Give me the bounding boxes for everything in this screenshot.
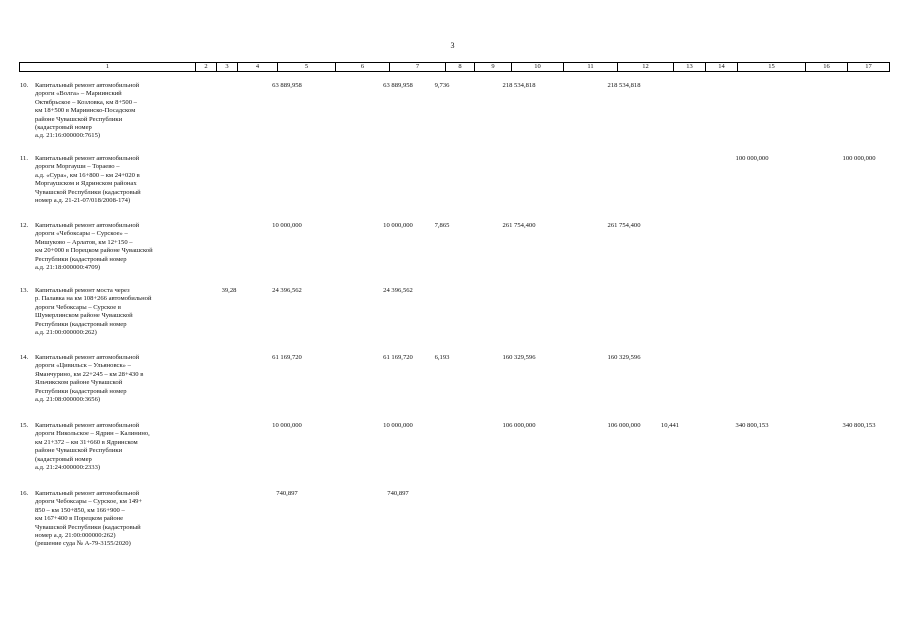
column-header: 8: [446, 63, 475, 71]
cell-col-12: 218 534,818: [607, 82, 641, 89]
column-header: 1: [20, 63, 196, 71]
cell-col-12: 106 000,000: [607, 422, 641, 429]
cell-col-7: 24 396,562: [383, 287, 413, 294]
row-number: 12.: [20, 222, 29, 229]
column-header: 13: [674, 63, 706, 71]
row-description: Капитальный ремонт автомобильной дороги Моргауши – Тораево – а.д. «Сура», км 16+800 – км 24+020 в Моргаушском и Ядринском районах Чувашской Республики (кадастровый номер а.д. 21-21-07/018/2008-174): [35, 155, 141, 205]
cell-col-10: 106 000,000: [502, 422, 536, 429]
column-header: 2: [196, 63, 217, 71]
cell-col-15: 100 000,000: [735, 155, 769, 162]
column-header: 15: [738, 63, 806, 71]
row-number: 10.: [20, 82, 29, 89]
cell-col-5: 24 396,562: [272, 287, 302, 294]
row-description: Капитальный ремонт автомобильной дороги Чебоксары – Сурское, км 149+ 850 – км 150+850, км 166+900 – км 167+400 в Порецком районе Чувашской Республики (кадастровый номер а.д. 21:00:000000:262) (решение суда № А-79-3155/2020): [35, 490, 143, 548]
column-header: 5: [278, 63, 336, 71]
row-description: Капитальный ремонт автомобильной дороги Никольское – Ядрин – Калинино, км 21+372 – км 31+660 в Ядринском районе Чувашской Республики (кадастровый номер а.д. 21:24:000000:2333): [35, 422, 150, 472]
cell-col-10: 261 754,400: [502, 222, 536, 229]
column-header: 12: [618, 63, 674, 71]
cell-col-7: 63 889,958: [383, 82, 413, 89]
cell-col-4: 39,28: [221, 287, 237, 294]
cell-col-17: 340 800,153: [842, 422, 876, 429]
cell-col-7: 10 000,000: [383, 222, 413, 229]
cell-col-15: 340 800,153: [735, 422, 769, 429]
column-header: 6: [336, 63, 390, 71]
column-header: 11: [564, 63, 618, 71]
row-number: 13.: [20, 287, 29, 294]
row-number: 14.: [20, 354, 29, 361]
cell-col-12: 261 754,400: [607, 222, 641, 229]
row-number: 15.: [20, 422, 29, 429]
cell-col-7: 10 000,000: [383, 422, 413, 429]
column-header: 3: [217, 63, 238, 71]
cell-col-13: 10,441: [660, 422, 680, 429]
column-header: 17: [848, 63, 890, 71]
cell-col-17: 100 000,000: [842, 155, 876, 162]
cell-col-10: 218 534,818: [502, 82, 536, 89]
cell-col-10: 160 329,596: [502, 354, 536, 361]
page-number: 3: [450, 41, 455, 50]
column-header: 16: [806, 63, 848, 71]
column-header: 4: [238, 63, 278, 71]
cell-col-8: 9,736: [434, 82, 450, 89]
cell-col-5: 10 000,000: [272, 222, 302, 229]
cell-col-5: 63 889,958: [272, 82, 302, 89]
table-header: [19, 62, 890, 72]
row-description: Капитальный ремонт моста через р. Палавка на км 108+266 автомобильной дороги Чебоксары – Сурское в Шумерлинском районе Чувашской Республики (кадастровый номер а.д. 21:00:000000:262): [35, 287, 152, 337]
cell-col-8: 7,865: [434, 222, 450, 229]
cell-col-12: 160 329,596: [607, 354, 641, 361]
cell-col-5: 10 000,000: [272, 422, 302, 429]
cell-col-5: 61 169,720: [272, 354, 302, 361]
cell-col-5: 740,897: [276, 490, 298, 497]
column-header: 7: [390, 63, 446, 71]
column-header: 9: [475, 63, 512, 71]
cell-col-8: 6,193: [434, 354, 450, 361]
cell-col-7: 61 169,720: [383, 354, 413, 361]
row-description: Капитальный ремонт автомобильной дороги «Волга» – Мариинский Октябрьское – Козловка, км 8+500 – км 18+500 в Мариинско-Посадском районе Чувашской Республики (кадастровый номер а.д. 21:16:000000:7615): [35, 82, 140, 140]
row-number: 16.: [20, 490, 29, 497]
column-header: 10: [512, 63, 564, 71]
column-header: 14: [706, 63, 738, 71]
row-number: 11.: [20, 155, 28, 162]
row-description: Капитальный ремонт автомобильной дороги «Чебоксары – Сурское» – Мишуково – Арлатов, км 12+150 – км 20+000 в Порецком районе Чувашской Республики (кадастровый номер а.д. 21:18:000000:4709): [35, 222, 153, 272]
cell-col-7: 740,897: [387, 490, 409, 497]
row-description: Капитальный ремонт автомобильной дороги «Цивильск – Ульяновск» – Яманчурино, км 22+245 – км 28+430 в Яльчикском районе Чувашской Республики (кадастровый номер а.д. 21:08:000000:3656): [35, 354, 144, 404]
